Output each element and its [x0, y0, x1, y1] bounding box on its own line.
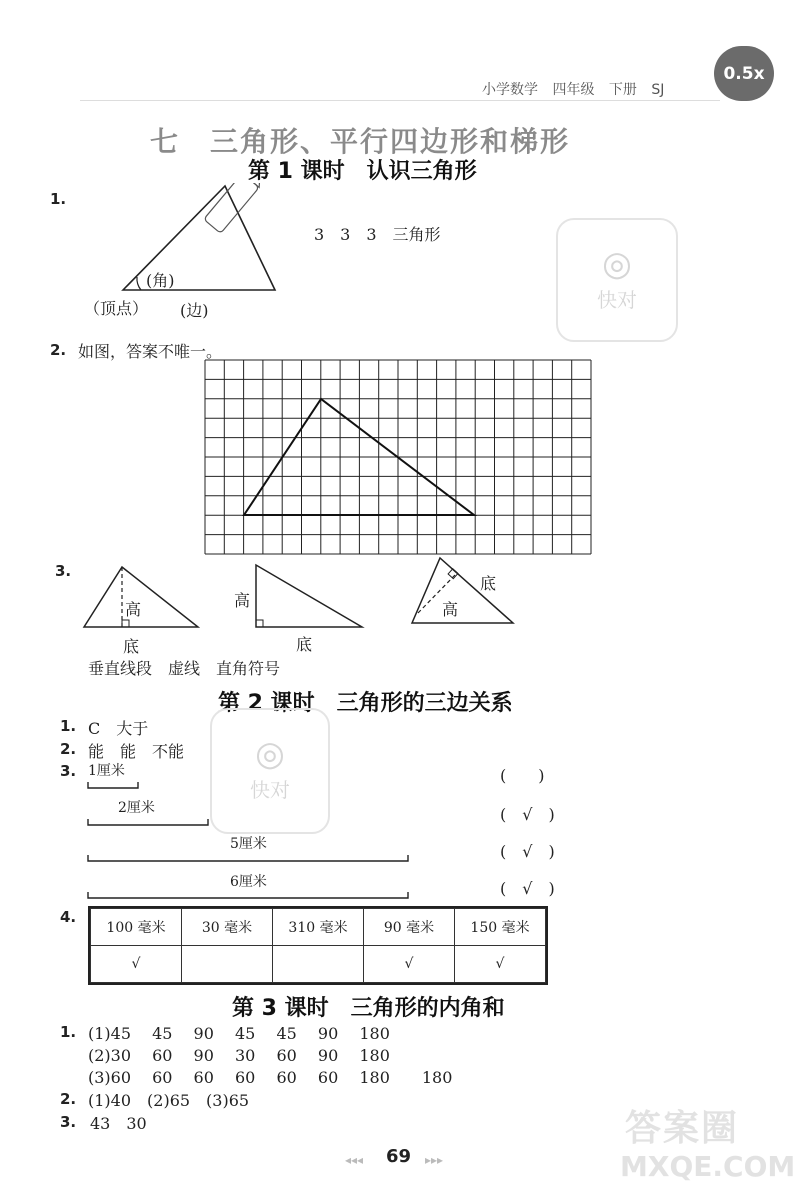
l3-q3-answer: 43 30: [90, 1114, 147, 1133]
l3-q2-answer: (1)40 (2)65 (3)65: [88, 1091, 250, 1110]
segment-label-2: 2厘米: [118, 800, 155, 816]
l2-q2-answer: 能 能 不能: [88, 742, 185, 761]
l3-q3-number: 3.: [60, 1113, 77, 1131]
l1-q2-number: 2.: [50, 341, 67, 359]
header-rule: [80, 100, 720, 101]
segment-check-1: ( ): [500, 766, 545, 785]
prev-page-arrows[interactable]: ◂◂◂: [345, 1153, 364, 1167]
vertex-label: （顶点）: [84, 299, 149, 318]
magnifier-check-icon: ◎: [255, 734, 285, 774]
table-header: 310 毫米: [273, 909, 364, 946]
magnifier-check-icon: ◎: [602, 244, 632, 284]
l3-q1-row-1: (1)45 45 90 45 45 90 180: [88, 1024, 390, 1043]
l1-q1-number: 1.: [50, 190, 67, 208]
lesson-2-title: 第 2 课时 三角形的三边关系: [218, 691, 513, 716]
table-cell: √: [455, 946, 546, 983]
l1-q3-number: 3.: [55, 562, 72, 580]
side-label: (边): [180, 301, 209, 320]
angle-label: (角): [146, 271, 175, 290]
table-header: 100 毫米: [91, 909, 182, 946]
chapter-title: 七 三角形、平行四边形和梯形: [150, 125, 571, 158]
height-label-2: 高: [234, 591, 251, 610]
grid-triangle-figure: [203, 358, 593, 558]
l3-q1-row-2: (2)30 60 90 30 60 90 180: [88, 1046, 390, 1065]
segment-check-4: ( √ ): [500, 879, 555, 898]
l2-q1-answer: C 大于: [88, 719, 149, 738]
kuaidui-watermark-2: ◎ 快对: [210, 708, 330, 834]
segment-label-4: 6厘米: [230, 874, 267, 890]
next-page-arrows[interactable]: ▸▸▸: [425, 1153, 444, 1167]
page-header: 小学数学 四年级 下册 SJ: [482, 82, 665, 98]
page-number: 69: [386, 1146, 412, 1167]
table-header: 90 毫米: [364, 909, 455, 946]
base-label-3: 底: [480, 574, 497, 593]
height-label-1: 高: [125, 600, 142, 619]
segment-check-2: ( √ ): [500, 805, 555, 824]
l2-q2-number: 2.: [60, 740, 77, 758]
l2-q3-number: 3.: [60, 762, 77, 780]
l3-q1-number: 1.: [60, 1023, 77, 1041]
height-label-3: 高: [442, 600, 459, 619]
lesson-3-title: 第 3 课时 三角形的内角和: [232, 996, 505, 1021]
segment-label-1: 1厘米: [88, 763, 125, 779]
table-header: 150 毫米: [455, 909, 546, 946]
length-table: [88, 906, 548, 985]
base-label-2: 底: [296, 635, 313, 654]
l2-q1-number: 1.: [60, 717, 77, 735]
segment-check-3: ( √ ): [500, 842, 555, 861]
table-header: 30 毫米: [182, 909, 273, 946]
base-label-1: 底: [123, 637, 140, 656]
l1-q2-text: 如图，答案不唯一。: [78, 342, 223, 361]
lesson-1-title: 第 1 课时 认识三角形: [248, 159, 477, 184]
site-watermark: MXQE.COM: [620, 1150, 796, 1183]
table-cell: [273, 946, 364, 983]
l1-q3-answer: 垂直线段 虚线 直角符号: [88, 659, 281, 678]
table-cell: √: [91, 946, 182, 983]
table-cell: √: [364, 946, 455, 983]
playback-speed-button[interactable]: 0.5x: [714, 46, 774, 101]
segment-label-3: 5厘米: [230, 836, 267, 852]
l3-q2-number: 2.: [60, 1090, 77, 1108]
answer-circle-watermark: 答案圈: [625, 1108, 740, 1149]
kuaidui-watermark: ◎ 快对: [556, 218, 678, 342]
l3-q1-row-3: (3)60 60 60 60 60 60 180 180: [88, 1068, 453, 1087]
l2-q4-number: 4.: [60, 908, 77, 926]
table-cell: [182, 946, 273, 983]
l1-q1-answer: 3 3 3 三角形: [314, 225, 441, 244]
